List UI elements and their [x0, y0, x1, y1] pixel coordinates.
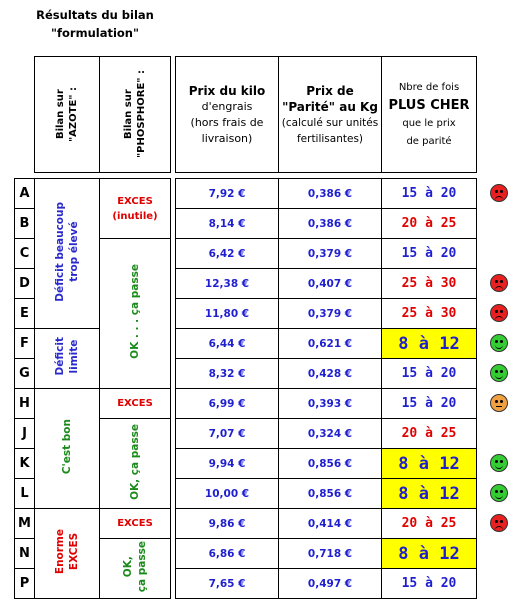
nbre-fois: 20 à 25: [382, 509, 477, 539]
row-letter: E: [15, 299, 35, 329]
smiley-eye: [495, 340, 498, 343]
header-prix-kilo: Prix du kilo d'engrais (hors frais de livraison): [176, 57, 279, 173]
prix-kilo: 6,42 €: [176, 239, 279, 269]
prix-kilo: 7,07 €: [176, 419, 279, 449]
smiley-eye: [500, 520, 503, 523]
smiley-sad-icon: [490, 184, 508, 202]
nbre-fois: 25 à 30: [382, 269, 477, 299]
header-nbre: Nbre de fois PLUS CHER que le prix de parité: [382, 57, 477, 173]
nbre-fois: 25 à 30: [382, 299, 477, 329]
azote-result-text: Déficit beaucoup trop élevé: [54, 201, 80, 302]
prix-kilo: 7,92 €: [176, 179, 279, 209]
row-letter: L: [15, 479, 35, 509]
nbre-fois: 8 à 12: [382, 479, 477, 509]
smiley-mouth: [495, 526, 503, 531]
smiley-eye: [500, 340, 503, 343]
phosphore-ok: OK, ça passe: [122, 540, 148, 593]
prix-kilo: 6,86 €: [176, 539, 279, 569]
prix-kilo: 8,32 €: [176, 359, 279, 389]
phosphore-result: [100, 179, 171, 239]
prix-kilo: 8,14 €: [176, 209, 279, 239]
prix-parite: 0,379 €: [279, 239, 382, 269]
prix-kilo: 12,38 €: [176, 269, 279, 299]
table-row: [15, 329, 477, 359]
smiley-eye: [495, 370, 498, 373]
smiley-neutral-icon: [490, 394, 508, 412]
phosphore-result: [100, 539, 171, 599]
smiley-eye: [495, 400, 498, 403]
smiley-mouth: [496, 406, 502, 407]
title-line-2: "formulation": [51, 26, 139, 40]
nbre-fois: 20 à 25: [382, 419, 477, 449]
phosphore-exces: EXCES: [117, 518, 153, 529]
azote-result: [35, 179, 100, 329]
prix-parite: 0,856 €: [279, 479, 382, 509]
azote-result: [35, 389, 100, 509]
prix-kilo: 9,86 €: [176, 509, 279, 539]
smiley-happy-icon: [490, 364, 508, 382]
smiley-happy-icon: [490, 334, 508, 352]
row-letter: J: [15, 419, 35, 449]
table-row: [15, 509, 477, 539]
azote-result-text: Déficit limite: [54, 337, 80, 376]
prix-parite: 0,386 €: [279, 209, 382, 239]
smiley-eye: [500, 190, 503, 193]
smiley-eye: [495, 190, 498, 193]
nbre-fois: 8 à 12: [382, 539, 477, 569]
prix-kilo: 10,00 €: [176, 479, 279, 509]
phosphore-exces-note: (inutile): [112, 210, 158, 222]
nbre-fois: 15 à 20: [382, 389, 477, 419]
smiley-eye: [500, 280, 503, 283]
row-letter: F: [15, 329, 35, 359]
prix-parite: 0,393 €: [279, 389, 382, 419]
smiley-happy-icon: [490, 454, 508, 472]
prix-kilo: 11,80 €: [176, 299, 279, 329]
header-prix-parite: Prix de "Parité" au Kg (calculé sur unités fertilisantes): [279, 57, 382, 173]
smiley-mouth: [495, 344, 503, 349]
prix-kilo: 7,65 €: [176, 569, 279, 599]
smiley-sad-icon: [490, 274, 508, 292]
prix-parite: 0,379 €: [279, 299, 382, 329]
prix-kilo: 6,99 €: [176, 389, 279, 419]
phosphore-ok: OK, ça passe: [129, 423, 141, 500]
row-letter: M: [15, 509, 35, 539]
smiley-eye: [495, 280, 498, 283]
header-phosphore: Bilan sur "PHOSPHORE" :: [100, 57, 171, 173]
smiley-mouth: [495, 286, 503, 291]
azote-result-text: Enorme EXCES: [54, 528, 80, 575]
row-letter: H: [15, 389, 35, 419]
prix-parite: 0,407 €: [279, 269, 382, 299]
smiley-eye: [495, 310, 498, 313]
row-letter: D: [15, 269, 35, 299]
phosphore-exces: EXCES: [117, 398, 153, 409]
nbre-fois: 15 à 20: [382, 179, 477, 209]
smiley-mouth: [495, 494, 503, 499]
phosphore-result: [100, 389, 171, 419]
prix-parite: 0,718 €: [279, 539, 382, 569]
smiley-eye: [500, 490, 503, 493]
prix-parite: 0,497 €: [279, 569, 382, 599]
smiley-eye: [500, 460, 503, 463]
phosphore-ok: OK . . . ça passe: [129, 264, 141, 359]
prix-kilo: 9,94 €: [176, 449, 279, 479]
row-letter: K: [15, 449, 35, 479]
smiley-happy-icon: [490, 484, 508, 502]
phosphore-result: [100, 239, 171, 389]
azote-result: [35, 509, 100, 599]
smiley-mouth: [495, 464, 503, 469]
nbre-fois: 8 à 12: [382, 449, 477, 479]
row-letter: G: [15, 359, 35, 389]
nbre-fois: 15 à 20: [382, 359, 477, 389]
results-table: [14, 56, 477, 599]
phosphore-result: [100, 419, 171, 509]
prix-parite: 0,324 €: [279, 419, 382, 449]
prix-parite: 0,428 €: [279, 359, 382, 389]
smiley-eye: [495, 520, 498, 523]
row-letter: A: [15, 179, 35, 209]
row-letter: B: [15, 209, 35, 239]
azote-result: [35, 329, 100, 389]
nbre-fois: 15 à 20: [382, 569, 477, 599]
prix-parite: 0,414 €: [279, 509, 382, 539]
nbre-fois: 15 à 20: [382, 239, 477, 269]
prix-parite: 0,856 €: [279, 449, 382, 479]
title-line-1: Résultats du bilan: [36, 8, 154, 22]
row-letter: C: [15, 239, 35, 269]
smiley-mouth: [495, 316, 503, 321]
smiley-sad-icon: [490, 304, 508, 322]
row-letter: N: [15, 539, 35, 569]
row-letter: P: [15, 569, 35, 599]
azote-result-text: C'est bon: [61, 418, 73, 475]
table-row: [15, 179, 477, 209]
phosphore-exces: EXCES: [117, 195, 153, 207]
prix-parite: 0,621 €: [279, 329, 382, 359]
smiley-mouth: [495, 374, 503, 379]
smiley-eye: [500, 370, 503, 373]
table-row: [15, 389, 477, 419]
phosphore-result: [100, 509, 171, 539]
header-azote: Bilan sur "AZOTE" :: [35, 57, 100, 173]
smiley-sad-icon: [490, 514, 508, 532]
smiley-mouth: [495, 196, 503, 201]
header-row: [15, 57, 477, 173]
prix-parite: 0,386 €: [279, 179, 382, 209]
smiley-eye: [495, 460, 498, 463]
smiley-eye: [500, 400, 503, 403]
smiley-eye: [495, 490, 498, 493]
nbre-fois: 20 à 25: [382, 209, 477, 239]
smiley-eye: [500, 310, 503, 313]
nbre-fois: 8 à 12: [382, 329, 477, 359]
prix-kilo: 6,44 €: [176, 329, 279, 359]
